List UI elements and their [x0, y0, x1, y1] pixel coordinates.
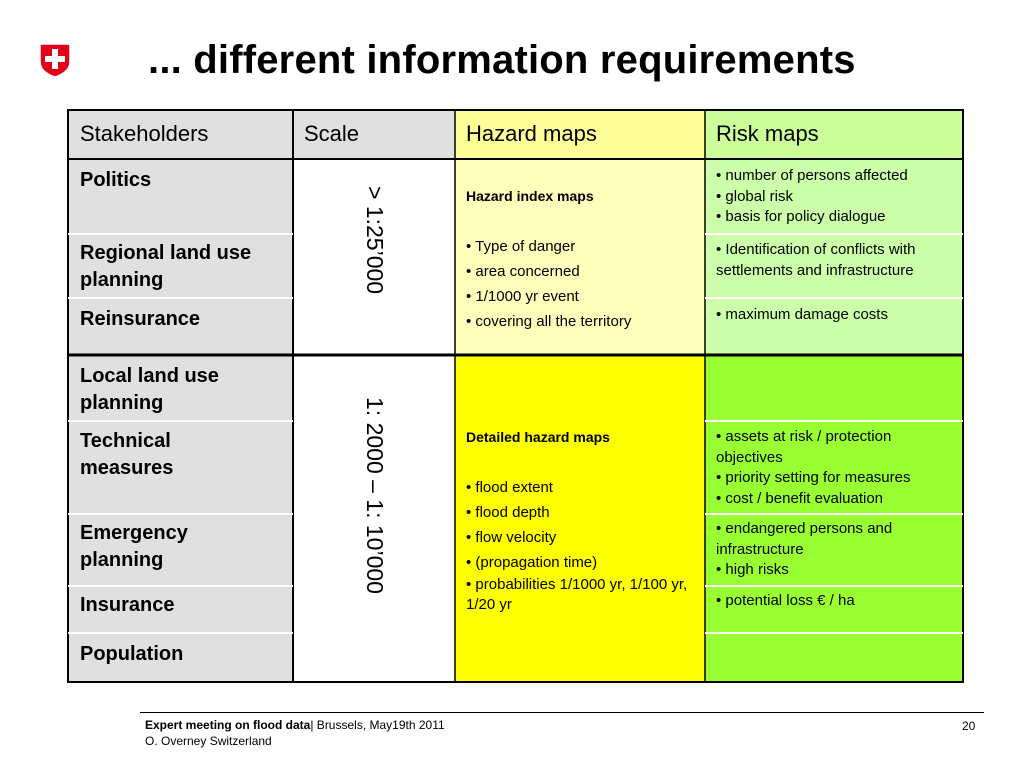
hazard-item: • 1/1000 yr event [466, 288, 579, 305]
stakeholder-population: Population [80, 643, 184, 665]
hazard-item: • covering all the territory [466, 313, 632, 330]
header-stakeholders: Stakeholders [80, 121, 209, 146]
risk-item: • priority setting for measures [716, 469, 911, 486]
risk-item: • maximum damage costs [716, 306, 888, 323]
hazard-item: • flood depth [466, 504, 550, 521]
risk-item: • basis for policy dialogue [716, 208, 886, 225]
risk-item: • assets at risk / protection objectives [716, 428, 892, 466]
detailed-hazard-maps-title: Detailed hazard maps [466, 429, 610, 445]
risk-item: • number of persons affected [716, 167, 908, 184]
hazard-index-maps-title: Hazard index maps [466, 188, 594, 204]
hazard-item: • (propagation time) [466, 554, 598, 571]
hazard-item: • flood extent [466, 479, 553, 496]
risk-item: • potential loss € / ha [716, 592, 855, 609]
stakeholder-regional-land-use: Regional land use planning [80, 242, 252, 291]
risk-item: • global risk [716, 187, 793, 205]
header-scale: Scale [304, 121, 360, 146]
risk-item: • Identification of conflicts with settlements and infrastructure [716, 241, 916, 279]
footer-divider [140, 712, 984, 713]
footer-event [145, 718, 445, 732]
hazard-item: • probabilities 1/1000 yr, 1/100 yr, 1/20 yr [466, 576, 688, 613]
risk-politics [716, 166, 956, 228]
footer-author: O. Overney Switzerland [145, 734, 272, 748]
page-number: 20 [962, 719, 976, 733]
hazard-item: • flow velocity [466, 529, 557, 546]
stakeholder-technical-measures: Technical measures [80, 430, 174, 479]
header-hazard-maps: Hazard maps [466, 121, 597, 146]
risk-technical [716, 427, 956, 509]
scale-group1: > 1:25’000 [362, 186, 388, 295]
stakeholder-reinsurance: Reinsurance [80, 308, 201, 330]
footer-event-title: Expert meeting on flood data [145, 718, 311, 732]
header-risk-maps: Risk maps [716, 121, 819, 146]
footer-event-details: | Brussels, May19th 2011 [310, 718, 445, 732]
risk-item: • cost / benefit evaluation [716, 489, 884, 507]
hazard-item: • Type of danger [466, 238, 576, 255]
hazard-group1 [466, 184, 701, 334]
risk-regional [716, 240, 956, 281]
stakeholder-emergency-planning: Emergency planning [80, 522, 188, 571]
stakeholder-local-land-use: Local land use planning [80, 365, 219, 414]
hazard-group2 [466, 425, 701, 615]
hazard-item: • area concerned [466, 263, 580, 280]
risk-item: • high risks [716, 561, 789, 578]
stakeholder-insurance: Insurance [80, 594, 175, 616]
risk-item: • endangered persons and infrastructure [716, 520, 893, 558]
risk-insurance [716, 591, 956, 612]
scale-group2: 1: 2000 – 1: 10’000 [362, 397, 388, 594]
page-title: ... different information requirements [148, 38, 856, 82]
stakeholder-politics: Politics [80, 169, 152, 191]
risk-emergency [716, 519, 956, 581]
risk-reinsurance [716, 305, 956, 326]
